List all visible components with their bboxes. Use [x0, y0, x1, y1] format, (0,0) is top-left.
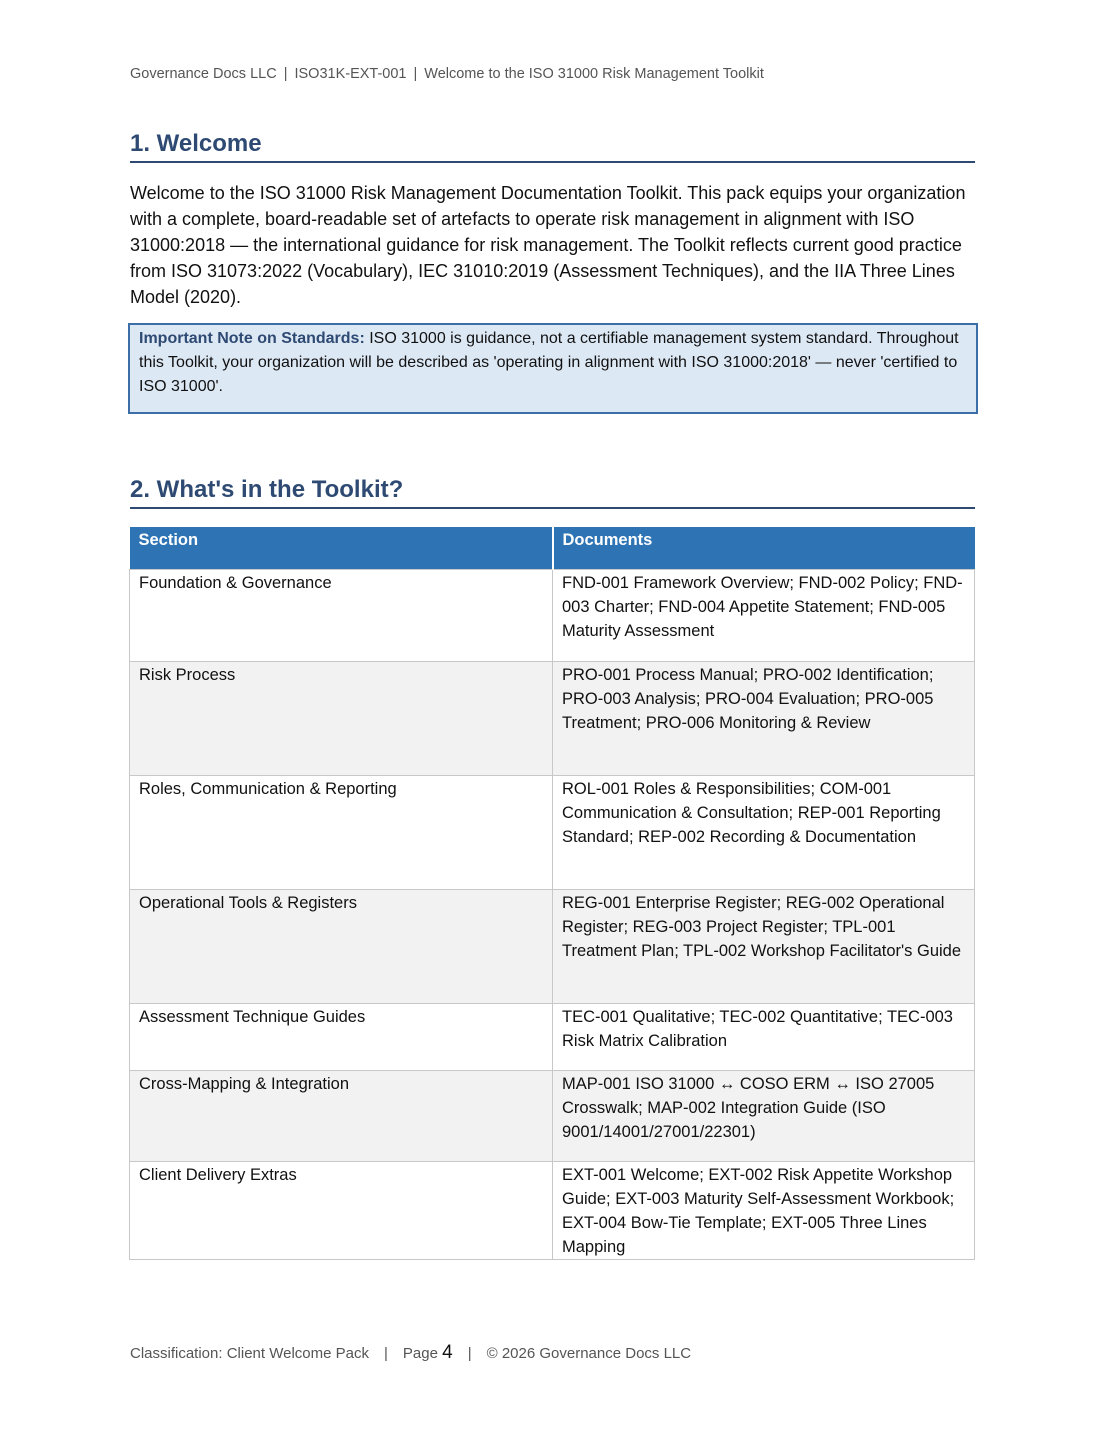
- documents-cell: EXT-001 Welcome; EXT-002 Risk Appetite Workshop Guide; EXT-003 Maturity Self-Assessment Workbook; EXT-004 Bow-Tie Template; EXT-005 Three Lines Mapping: [553, 1162, 975, 1260]
- page-footer: [130, 1342, 691, 1364]
- header-doc-id: ISO31K-EXT-001: [294, 66, 407, 82]
- table-row: [130, 1004, 975, 1071]
- documents-cell: FND-001 Framework Overview; FND-002 Policy; FND-003 Charter; FND-004 Appetite Statement; FND-005 Maturity Assessment: [553, 570, 975, 662]
- documents-cell: MAP-001 ISO 31000 ↔ COSO ERM ↔ ISO 27005 Crosswalk; MAP-002 Integration Guide (ISO 9001/14001/27001/22301): [553, 1071, 975, 1162]
- toolkit-heading: 2. What's in the Toolkit?: [130, 476, 975, 509]
- section-cell: Operational Tools & Registers: [130, 890, 553, 1004]
- footer-copyright: © 2026 Governance Docs LLC: [486, 1345, 692, 1362]
- section-cell: Client Delivery Extras: [130, 1162, 553, 1260]
- section-cell: Foundation & Governance: [130, 570, 553, 662]
- documents-cell: PRO-001 Process Manual; PRO-002 Identification; PRO-003 Analysis; PRO-004 Evaluation; PRO-005 Treatment; PRO-006 Monitoring & Review: [553, 662, 975, 776]
- section-cell: Risk Process: [130, 662, 553, 776]
- header-doc-title: Welcome to the ISO 31000 Risk Management Toolkit: [424, 66, 764, 82]
- section-cell: Roles, Communication & Reporting: [130, 776, 553, 890]
- welcome-paragraph: Welcome to the ISO 31000 Risk Management Documentation Toolkit. This pack equips your organization with a complete, board-readable set of artefacts to operate risk management in alignment with ISO 31000:2018 — the international guidance for risk management. The Toolkit reflects current good practice from ISO 31073:2022 (Vocabulary), IEC 31010:2019 (Assessment Techniques), and the IIA Three Lines Model (2020).: [130, 183, 966, 307]
- column-header-section: Section: [130, 527, 553, 570]
- header-separator: |: [283, 66, 288, 82]
- documents-cell: ROL-001 Roles & Responsibilities; COM-001 Communication & Consultation; REP-001 Reporting Standard; REP-002 Recording & Documentation: [553, 776, 975, 890]
- footer-separator: |: [383, 1345, 388, 1362]
- welcome-heading: 1. Welcome: [130, 130, 975, 163]
- footer-separator: |: [467, 1345, 472, 1362]
- header-separator: |: [413, 66, 418, 82]
- footer-page-label: Page: [402, 1345, 438, 1362]
- table-row: [130, 776, 975, 890]
- table-row: [130, 1162, 975, 1260]
- section-cell: Assessment Technique Guides: [130, 1004, 553, 1071]
- documents-cell: REG-001 Enterprise Register; REG-002 Operational Register; REG-003 Project Register; TPL-001 Treatment Plan; TPL-002 Workshop Facilitator's Guide: [553, 890, 975, 1004]
- running-header: [130, 66, 764, 82]
- section-cell: Cross-Mapping & Integration: [130, 1071, 553, 1162]
- documents-cell: TEC-001 Qualitative; TEC-002 Quantitative; TEC-003 Risk Matrix Calibration: [553, 1004, 975, 1071]
- footer-page-number: 4: [442, 1342, 453, 1363]
- note-label: Important Note on Standards:: [139, 330, 365, 347]
- column-header-documents: Documents: [553, 527, 975, 570]
- toolkit-table: [129, 527, 975, 1260]
- footer-classification: Classification: Client Welcome Pack: [130, 1345, 369, 1362]
- table-header-row: [130, 527, 975, 570]
- table-row: [130, 1071, 975, 1162]
- table-row: [130, 662, 975, 776]
- note-text: ISO 31000 is guidance, not a certifiable management system standard. Throughout this Toolkit, your organization will be described as 'operating in alignment with ISO 31000:2018' — never 'certified to ISO 31000'.: [139, 330, 959, 395]
- table-row: [130, 890, 975, 1004]
- header-company: Governance Docs LLC: [130, 66, 277, 82]
- standards-note-box: [128, 323, 978, 414]
- table-row: [130, 570, 975, 662]
